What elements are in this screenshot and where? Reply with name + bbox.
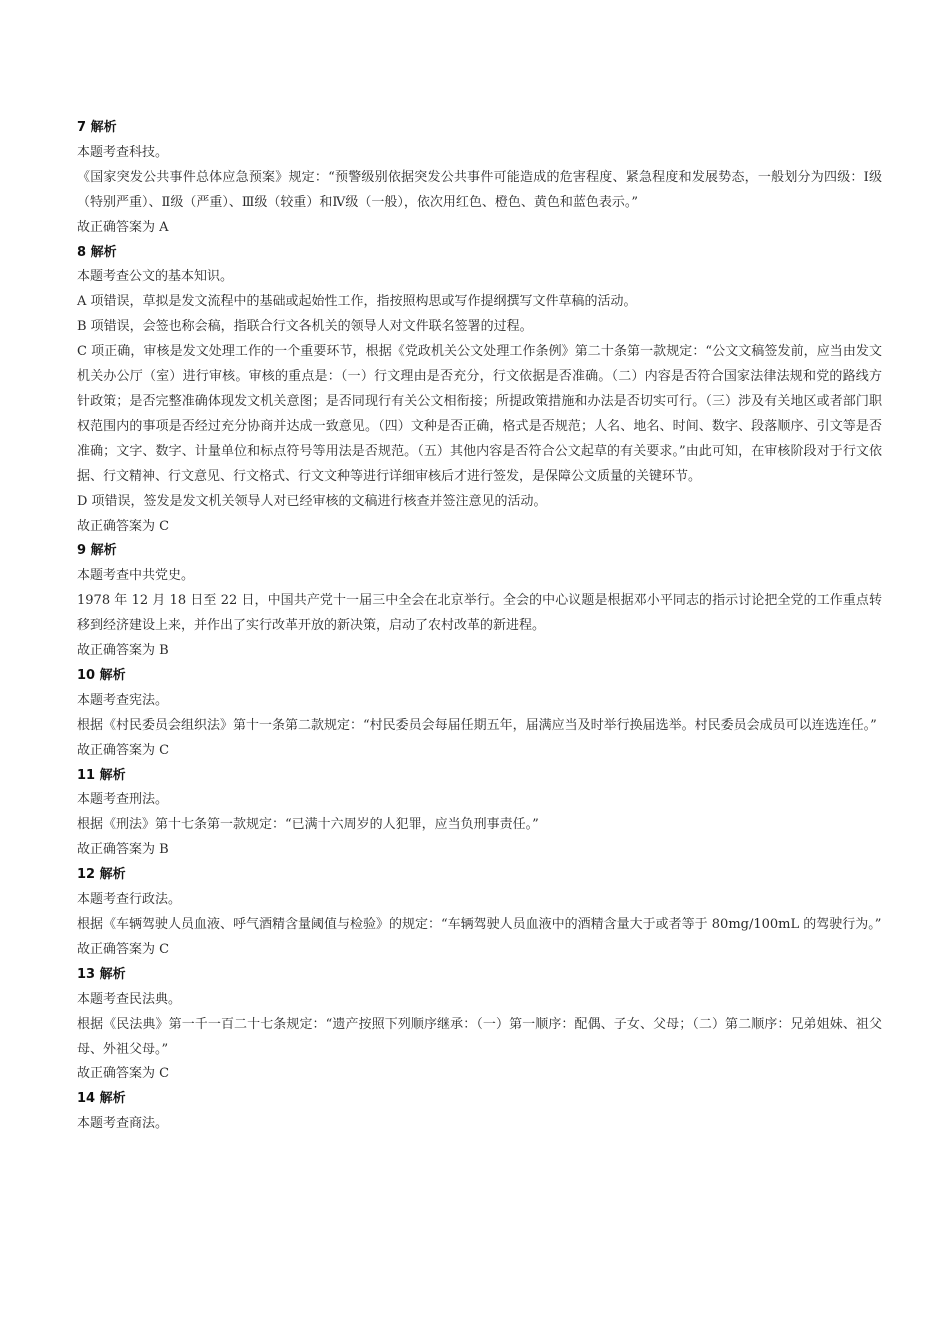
- section-heading: 9 解析: [77, 543, 117, 559]
- answer-line: 故正确答案为 C: [77, 1066, 170, 1082]
- paragraph: 本题考查民法典。: [77, 991, 182, 1007]
- paragraph: 本题考查公文的基本知识。: [77, 269, 234, 285]
- answer-line: 故正确答案为 B: [77, 643, 169, 659]
- paragraph: D 项错误，签发是发文机关领导人对已经审核的文稿进行核查并签注意见的活动。: [77, 493, 547, 509]
- answer-line: 故正确答案为 B: [77, 842, 169, 858]
- document-page: [77, 116, 882, 1137]
- section-heading: 13 解析: [77, 966, 126, 982]
- paragraph: A 项错误，草拟是发文流程中的基础或起始性工作，指按照构思或写作提纲撰写文件草稿的活动。: [77, 294, 637, 310]
- paragraph: C 项正确，审核是发文处理工作的一个重要环节，根据《党政机关公文处理工作条例》第二十条第一款规定：“公文文稿签发前，应当由发文机关办公厅（室）进行审核。审核的重点是：（一）行文理由是否充分，行文依据是否准确。（二）内容是否符合国家法律法规和党的路线方针政策；是否完整准确体现发文机关意图；是否同现行有关公文相衔接；所提政策措施和办法是否切实可行。（三）涉及有关地区或者部门职权范围内的事项是否经过充分协商并达成一致意见。（四）文种是否正确，格式是否规范；人名、地名、时间、数字、段落顺序、引文等是否准确；文字、数字、计量单位和标点符号等用法是否规范。（五）其他内容是否符合公文起草的有关要求。”由此可知，在审核阶段对于行文依据、行文精神、行文意见、行文格式、行文文种等进行详细审核后才进行签发，是保障公文质量的关键环节。: [77, 344, 882, 484]
- paragraph: 根据《民法典》第一千一百二十七条规定：“遗产按照下列顺序继承：（一）第一顺序：配偶、子女、父母；（二）第二顺序：兄弟姐妹、祖父母、外祖父母。”: [77, 1016, 882, 1057]
- paragraph: 本题考查行政法。: [77, 892, 182, 908]
- section-heading: 11 解析: [77, 767, 126, 783]
- section-heading: 7 解析: [77, 120, 117, 135]
- paragraph: 根据《车辆驾驶人员血液、呼气酒精含量阈值与检验》的规定：“车辆驾驶人员血液中的酒精含量大于或者等于 80mg/100mL 的驾驶行为。”: [77, 917, 882, 932]
- paragraph: 本题考查刑法。: [77, 792, 169, 808]
- paragraph: 根据《刑法》第十七条第一款规定：“已满十六周岁的人犯罪，应当负刑事责任。”: [77, 817, 539, 833]
- paragraph: 根据《村民委员会组织法》第十一条第二款规定：“村民委员会每届任期五年，届满应当及时举行换届选举。村民委员会成员可以连选连任。”: [77, 717, 877, 733]
- answer-line: 故正确答案为 C: [77, 518, 170, 534]
- answer-line: 故正确答案为 C: [77, 742, 170, 758]
- section-heading: 12 解析: [77, 867, 126, 883]
- paragraph: 本题考查宪法。: [77, 692, 169, 708]
- paragraph: B 项错误，会签也称会稿，指联合行文各机关的领导人对文件联名签署的过程。: [77, 319, 533, 335]
- section-heading: 10 解析: [77, 667, 126, 683]
- paragraph: 本题考查中共党史。: [77, 568, 195, 584]
- section-heading: 14 解析: [77, 1091, 126, 1107]
- paragraph: 本题考查科技。: [77, 144, 169, 160]
- paragraph: 本题考查商法。: [77, 1116, 169, 1132]
- answer-line: 故正确答案为 C: [77, 941, 170, 957]
- paragraph: 1978 年 12 月 18 日至 22 日，中国共产党十一届三中全会在北京举行。全会的中心议题是根据邓小平同志的指示讨论把全党的工作重点转移到经济建设上来，并作出了实行改革开放的新决策，启动了农村改革的新进程。: [77, 593, 882, 634]
- paragraph: 《国家突发公共事件总体应急预案》规定：“预警级别依据突发公共事件可能造成的危害程度、紧急程度和发展势态，一般划分为四级：Ⅰ级（特别严重）、Ⅱ级（严重）、Ⅲ级（较重）和Ⅳ级（一般），依次用红色、橙色、黄色和蓝色表示。”: [77, 169, 882, 210]
- answer-line: 故正确答案为 A: [77, 219, 169, 235]
- section-heading: 8 解析: [77, 244, 117, 260]
